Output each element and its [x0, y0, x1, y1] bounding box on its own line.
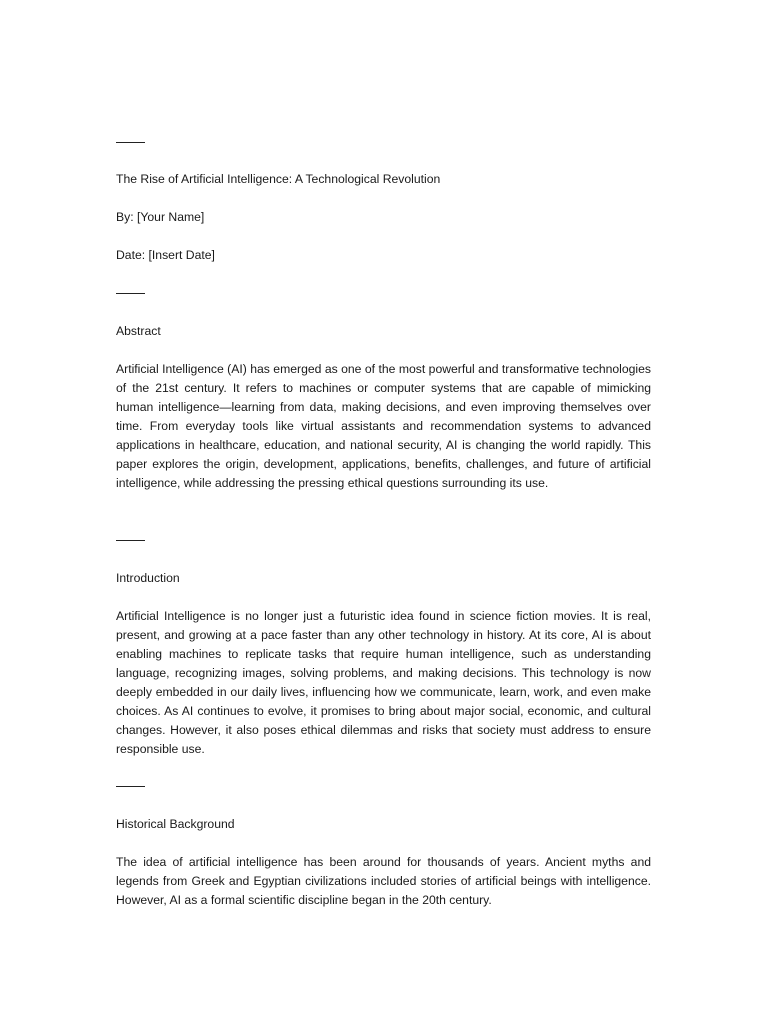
introduction-heading: Introduction	[116, 571, 180, 585]
document-byline: By: [Your Name]	[116, 210, 205, 224]
document-page	[116, 0, 651, 1024]
document-title: The Rise of Artificial Intelligence: A Technological Revolution	[116, 172, 441, 186]
section-divider	[116, 293, 145, 294]
section-divider	[116, 540, 145, 541]
historical-background-heading: Historical Background	[116, 817, 235, 831]
section-divider	[116, 142, 145, 143]
document-date: Date: [Insert Date]	[116, 248, 215, 262]
abstract-body: Artificial Intelligence (AI) has emerged as one of the most powerful and transformative technologies of the 21st century. It refers to machines or computer systems that are capable of mimicking human intelligence—learning from data, making decisions, and even improving themselves over time. From everyday tools like virtual assistants and recommendation systems to advanced applications in healthcare, education, and national security, AI is changing the world rapidly. This paper explores the origin, development, applications, benefits, challenges, and future of artificial intelligence, while addressing the pressing ethical questions surrounding its use.	[116, 362, 651, 490]
historical-background-body: The idea of artificial intelligence has been around for thousands of years. Ancient myths and legends from Greek and Egyptian civilizations included stories of artificial beings with intelligence. However, AI as a formal scientific discipline began in the 20th century.	[116, 855, 651, 907]
abstract-heading: Abstract	[116, 324, 161, 338]
introduction-body: Artificial Intelligence is no longer just a futuristic idea found in science fiction movies. It is real, present, and growing at a pace faster than any other technology in history. At its core, AI is about enabling machines to replicate tasks that require human intelligence, such as understanding language, recognizing images, solving problems, and making decisions. This technology is now deeply embedded in our daily lives, influencing how we communicate, learn, work, and even make choices. As AI continues to evolve, it promises to bring about major social, economic, and cultural changes. However, it also poses ethical dilemmas and risks that society must address to ensure responsible use.	[116, 609, 651, 756]
section-divider	[116, 786, 145, 787]
